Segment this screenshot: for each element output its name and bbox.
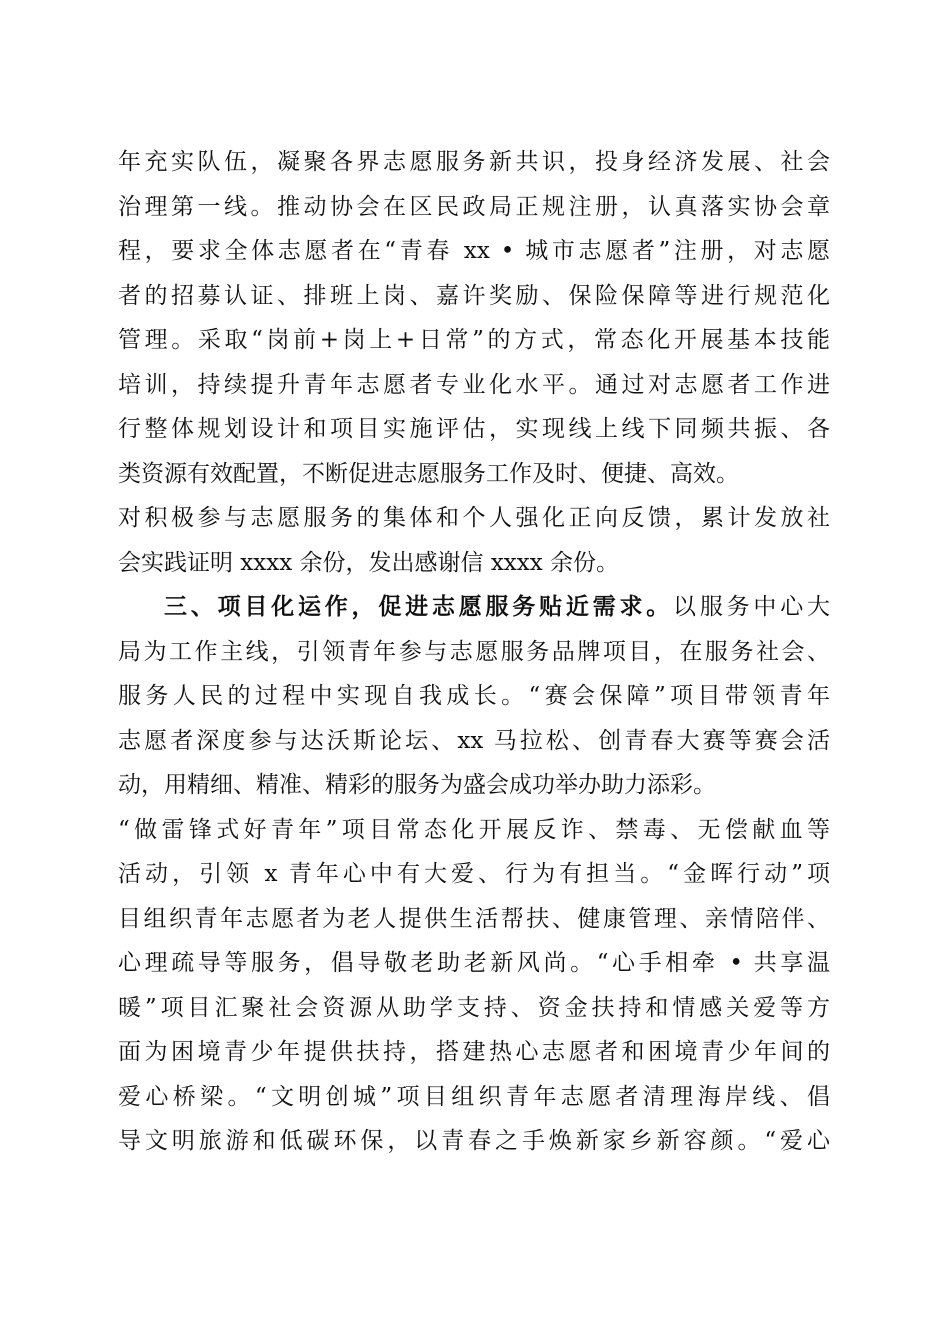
paragraph-project-operation xyxy=(118,585,830,1164)
paragraph-volunteer-team xyxy=(118,140,830,585)
text-line: “做雷锋式好青年”项目常态化开展反诈、禁毒、无偿献血等 xyxy=(118,816,830,843)
text-line: 行整体规划设计和项目实施评估，实现线上线下同频共振、各 xyxy=(118,416,830,442)
text-line: 动，用精细、精准、精彩的服务为盛会成功举办助力添彩。 xyxy=(118,772,716,798)
text-line: 者的招募认证、排班上岗、嘉许奖励、保险保障等进行规范化 xyxy=(118,282,830,309)
text-line: 会实践证明 xxxx 余份，发出感谢信 xxxx 余份。 xyxy=(118,549,620,576)
text-line: 类资源有效配置，不断促进志愿服务工作及时、便捷、高效。 xyxy=(118,460,739,487)
document-body xyxy=(118,140,830,1164)
text-line: 培训，持续提升青年志愿者专业化水平。通过对志愿者工作进 xyxy=(118,371,830,398)
text-line: 程，要求全体志愿者在“青春 xx • 城市志愿者”注册，对志愿 xyxy=(118,238,830,264)
text-run: 以服务中心大 xyxy=(673,594,831,620)
text-line: 管理。采取“岗前+岗上+日常”的方式，常态化开展基本技能 xyxy=(118,327,830,353)
text-line: 面为困境青少年提供扶持，搭建热心志愿者和困境青少年间的 xyxy=(118,1039,830,1065)
text-line: 服务人民的过程中实现自我成长。“赛会保障”项目带领青年 xyxy=(118,683,830,709)
text-line: 对积极参与志愿服务的集体和个人强化正向反馈，累计发放社 xyxy=(118,505,830,531)
text-line: 目组织青年志愿者为老人提供生活帮扶、健康管理、亲情陪伴、 xyxy=(118,905,830,932)
text-line: 导文明旅游和低碳环保，以青春之手焕新家乡新容颜。“爱心 xyxy=(118,1128,830,1154)
text-line: 暖”项目汇聚社会资源从助学支持、资金扶持和情感关爱等方 xyxy=(118,994,830,1021)
text-line: 心理疏导等服务，倡导敬老助老新风尚。“心手相牵 • 共享温 xyxy=(118,950,830,976)
text-line: 年充实队伍，凝聚各界志愿服务新共识，投身经济发展、社会 xyxy=(118,149,830,175)
text-line-first xyxy=(118,585,830,630)
text-line: 治理第一线。推动协会在区民政局正规注册，认真落实协会章 xyxy=(118,193,830,220)
text-line: 志愿者深度参与达沃斯论坛、xx 马拉松、创青春大赛等赛会活 xyxy=(118,727,830,754)
text-line: 爱心桥梁。“文明创城”项目组织青年志愿者清理海岸线、倡 xyxy=(118,1083,830,1110)
section-heading: 三、项目化运作，促进志愿服务贴近需求。 xyxy=(164,593,674,620)
text-line: 局为工作主线，引领青年参与志愿服务品牌项目，在服务社会、 xyxy=(118,638,830,665)
text-line: 活动，引领 x 青年心中有大爱、行为有担当。“金晖行动”项 xyxy=(118,861,830,887)
